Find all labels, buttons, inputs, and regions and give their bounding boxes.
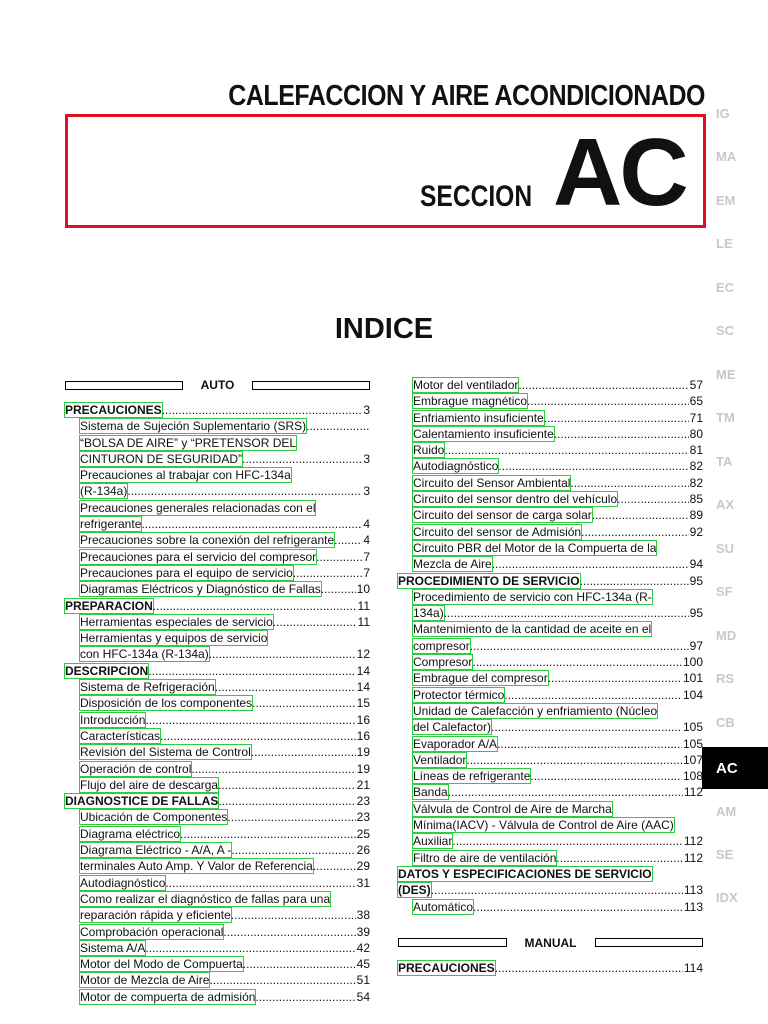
toc-category[interactable] (398, 573, 703, 589)
toc-entry-title[interactable]: Motor de compuerta de admisión (80, 989, 256, 1004)
toc-page-number: 31 (356, 875, 370, 890)
tab-ta[interactable]: TA (716, 454, 733, 469)
toc-entry-title[interactable]: Sistema A/A (80, 940, 146, 955)
dot-leader (497, 736, 682, 752)
dot-leader (243, 956, 356, 972)
toc-entry[interactable] (398, 393, 703, 409)
toc-entry-title[interactable]: Diagramas Eléctricos y Diagnóstico de Fallas (80, 582, 321, 597)
toc-entry-title[interactable]: Herramientas y equipos de servicio (80, 631, 268, 646)
dot-leader (293, 565, 363, 581)
dot-leader (145, 712, 355, 728)
tab-am[interactable]: AM (716, 804, 737, 819)
toc-entry-title[interactable]: Automático (413, 899, 474, 914)
toc-entry[interactable] (398, 703, 703, 719)
toc-entry[interactable] (398, 784, 703, 800)
toc-entry[interactable] (398, 687, 703, 703)
toc-entry[interactable] (65, 500, 370, 516)
toc-page-number: 100 (682, 655, 703, 670)
toc-entry-title[interactable]: reparación rápida y eficiente (80, 908, 231, 923)
toc-entry-title[interactable]: Auxiliar (413, 834, 453, 849)
manual-title: CALEFACCION Y AIRE ACONDICIONADO (228, 80, 705, 112)
toc-entry-title[interactable]: Protector térmico (413, 687, 505, 702)
toc-entry-title[interactable]: Circuito del sensor dentro del vehículo (413, 492, 618, 507)
dot-leader (473, 899, 683, 915)
toc-page-number: 108 (682, 769, 703, 784)
toc-entry[interactable] (65, 483, 370, 499)
toc-page-number: 89 (689, 508, 703, 523)
dot-leader (491, 719, 682, 735)
toc-entry[interactable] (398, 605, 703, 621)
toc-page-number: 112 (683, 834, 703, 849)
toc-page-number: 19 (356, 745, 370, 760)
toc-page-number: 16 (356, 712, 370, 727)
dot-leader (306, 418, 369, 434)
toc-entry-title[interactable]: PRECAUCIONES (398, 960, 495, 975)
toc-page-number: 57 (689, 378, 703, 392)
dot-leader (218, 777, 356, 793)
toc-page-number: 14 (356, 663, 370, 678)
dot-leader (334, 532, 362, 548)
toc-entry-title[interactable]: del Calefactor) (413, 720, 492, 735)
toc-entry[interactable] (65, 679, 370, 695)
dot-leader (242, 451, 362, 467)
toc-entry-title[interactable]: Autodiagnóstico (80, 875, 166, 890)
toc-page-number: 112 (683, 850, 703, 865)
section-code: AC (553, 119, 686, 226)
toc-entry-title[interactable]: terminales Auto Amp. Y Valor de Referencia (80, 859, 313, 874)
toc-page-number: 105 (682, 736, 703, 751)
dot-leader (444, 605, 689, 621)
dot-leader (127, 483, 362, 499)
dot-leader (231, 842, 355, 858)
toc-entry[interactable] (398, 768, 703, 784)
toc-entry[interactable] (398, 426, 703, 442)
toc-page-number: 15 (356, 696, 370, 711)
toc-page-number: 95 (689, 573, 703, 588)
toc-category[interactable] (65, 598, 370, 614)
toc-page-number: 29 (356, 859, 370, 874)
dot-leader (527, 393, 689, 409)
toc-page-number: 65 (689, 394, 703, 409)
dot-leader (556, 850, 682, 866)
toc-entry-title[interactable]: DIAGNOSTICE DE FALLAS (65, 794, 219, 809)
dot-leader (321, 581, 356, 597)
toc-page-number: 4 (363, 533, 370, 548)
toc-page-number: 94 (689, 557, 703, 572)
dot-leader (145, 940, 355, 956)
toc-entry[interactable] (398, 540, 703, 556)
tab-le[interactable]: LE (716, 236, 733, 251)
toc-entry[interactable] (398, 410, 703, 426)
manual-section-header (398, 935, 703, 951)
toc-entry-title[interactable]: 134a) (413, 606, 444, 621)
toc-entry[interactable] (398, 654, 703, 670)
toc-page-number: 71 (689, 410, 703, 425)
auto-section-header (65, 377, 370, 393)
dot-leader (492, 556, 689, 572)
toc-entry[interactable] (65, 646, 370, 662)
toc-category[interactable] (65, 663, 370, 679)
toc-entry[interactable] (398, 850, 703, 866)
toc-page-number: 19 (356, 761, 370, 776)
tab-em[interactable]: EM (716, 193, 736, 208)
dot-leader (251, 744, 356, 760)
dot-leader (153, 598, 357, 614)
toc-page-number: 107 (682, 752, 703, 767)
dot-leader (554, 426, 689, 442)
toc-page-number: 42 (356, 940, 370, 955)
toc-page-number: 11 (357, 614, 370, 629)
tab-rs[interactable]: RS (716, 671, 735, 686)
toc-page-number: 80 (689, 426, 703, 441)
tab-ec[interactable]: EC (716, 280, 735, 295)
toc-entry-title[interactable]: Motor del ventilador (413, 378, 519, 392)
toc-entry-title[interactable]: Revisión del Sistema de Control (80, 745, 251, 760)
toc-page-number: 113 (683, 899, 703, 914)
toc-entry[interactable] (398, 833, 703, 849)
tab-ac[interactable]: AC (702, 747, 768, 789)
toc-entry-title[interactable]: Mantenimiento de la cantidad de aceite en el (413, 622, 652, 637)
toc-entry[interactable] (398, 524, 703, 540)
toc-entry-title[interactable]: Banda (413, 785, 448, 800)
dot-leader (316, 549, 362, 565)
toc-entry-title[interactable]: Operación de control (80, 761, 192, 776)
toc-entry[interactable] (65, 712, 370, 728)
dot-leader (581, 524, 689, 540)
toc-entry-title[interactable]: refrigerante (80, 517, 142, 532)
toc-entry-title[interactable]: Diagrama Eléctrico - A/A, A - (80, 843, 232, 858)
toc-entry[interactable] (65, 532, 370, 548)
toc-page-number: 3 (363, 451, 370, 466)
toc-category[interactable] (398, 866, 703, 882)
toc-left-column (65, 377, 370, 1005)
dot-leader (191, 761, 355, 777)
toc-entry[interactable] (398, 491, 703, 507)
tab-cb[interactable]: CB (716, 715, 735, 730)
dot-leader (252, 695, 356, 711)
tab-md[interactable]: MD (716, 628, 737, 643)
toc-entry-title[interactable]: Evaporador A/A (413, 736, 498, 751)
toc-page-number: 101 (682, 671, 703, 686)
dot-leader (431, 882, 683, 898)
toc-entry-title[interactable]: Embrague del compresor (413, 671, 548, 686)
dot-leader (518, 377, 688, 393)
toc-entry[interactable] (65, 761, 370, 777)
toc-page-number: 82 (689, 475, 703, 490)
toc-page-number: 26 (356, 843, 370, 858)
tab-sc[interactable]: SC (716, 323, 735, 338)
toc-entry[interactable] (398, 377, 703, 393)
toc-entry[interactable] (65, 956, 370, 972)
toc-entry[interactable] (398, 458, 703, 474)
dot-leader (165, 875, 355, 891)
toc-entry[interactable] (65, 924, 370, 940)
tab-ma[interactable]: MA (716, 149, 737, 164)
toc-page-number: 38 (356, 908, 370, 923)
toc-entry-title[interactable]: Motor del Modo de Compuerta (80, 957, 243, 972)
toc-entry-title[interactable]: Comprobación operacional (80, 924, 224, 939)
dot-leader (452, 833, 683, 849)
toc-category[interactable] (65, 402, 370, 418)
dot-leader (580, 573, 689, 589)
dot-leader (592, 507, 689, 523)
toc-page-number: 21 (356, 777, 370, 792)
toc-entry[interactable] (398, 556, 703, 572)
dot-leader (231, 907, 356, 923)
toc-page-number: 51 (356, 973, 370, 988)
toc-entry[interactable] (65, 972, 370, 988)
toc-page-number: 3 (363, 484, 370, 499)
toc-page-number: 11 (357, 598, 370, 613)
tab-tm[interactable]: TM (716, 410, 735, 425)
toc-page-number: 82 (689, 459, 703, 474)
dot-leader (209, 646, 356, 662)
toc-entry-title[interactable]: Sistema de Refrigeración (80, 680, 215, 695)
toc-entry-title[interactable]: (R-134a) (80, 484, 128, 499)
toc-entry-title[interactable]: Precauciones generales relacionadas con el (80, 500, 316, 515)
toc-page-number: 12 (356, 647, 370, 662)
toc-page-number: 85 (689, 492, 703, 507)
toc-entry-title[interactable]: Filtro de aire de ventilación (413, 850, 557, 865)
toc-page-number: 10 (356, 582, 370, 597)
toc-entry-title[interactable]: Autodiagnóstico (413, 459, 499, 474)
dot-leader (313, 858, 356, 874)
dot-leader (504, 687, 682, 703)
toc-entry-title[interactable]: (DES) (398, 883, 431, 898)
toc-entry[interactable] (65, 565, 370, 581)
toc-page-number: 54 (356, 989, 370, 1004)
toc-entry-title[interactable]: Motor de Mezcla de Aire (80, 973, 210, 988)
toc-page-number: 97 (689, 638, 703, 653)
toc-entry-title[interactable]: “BOLSA DE AIRE” y “PRETENSOR DEL (80, 435, 297, 450)
toc-entry[interactable] (65, 858, 370, 874)
toc-entry[interactable] (65, 907, 370, 923)
dot-leader (470, 638, 689, 654)
toc-entry[interactable] (398, 817, 703, 833)
toc-entry[interactable] (398, 752, 703, 768)
toc-entry-title[interactable]: Precauciones sobre la conexión del refrigerante (80, 533, 335, 548)
toc-entry[interactable] (65, 451, 370, 467)
toc-entry-title[interactable]: Diagrama eléctrico (80, 826, 181, 841)
toc-entry[interactable] (65, 940, 370, 956)
toc-page-number: 81 (689, 443, 703, 458)
toc-entry-title[interactable]: Como realizar el diagnóstico de fallas para una (80, 891, 331, 906)
toc-page-number: 104 (682, 687, 703, 702)
toc-entry[interactable] (65, 826, 370, 842)
dot-leader (255, 989, 355, 1005)
toc-entry-title[interactable]: Calentamiento insuficiente (413, 426, 554, 441)
toc-page-number: 45 (356, 957, 370, 972)
dot-leader (472, 654, 682, 670)
auto-label: AUTO (200, 378, 235, 392)
toc-entry[interactable] (65, 875, 370, 891)
dot-leader (498, 458, 688, 474)
seccion-label: SECCION (420, 180, 533, 213)
dot-leader (548, 670, 682, 686)
toc-entry[interactable] (398, 638, 703, 654)
toc-entry-title[interactable]: Herramientas especiales de servicio (80, 614, 273, 629)
toc-entry-title[interactable]: con HFC-134a (R-134a) (80, 647, 209, 662)
toc-page-number: 7 (363, 565, 370, 580)
toc-entry-title[interactable]: compresor (413, 638, 470, 653)
dot-leader (530, 768, 682, 784)
dot-leader (209, 972, 355, 988)
toc-entry-title[interactable]: PREPARACION (65, 598, 153, 613)
tab-se[interactable]: SE (716, 847, 734, 862)
toc-entry-title[interactable]: Precauciones para el equipo de servicio (80, 565, 293, 580)
manual-label: MANUAL (524, 935, 577, 950)
toc-entry[interactable] (65, 581, 370, 597)
toc-entry[interactable] (65, 777, 370, 793)
toc-entry[interactable] (65, 549, 370, 565)
toc-category[interactable] (398, 882, 703, 898)
tab-ig[interactable]: IG (716, 106, 730, 121)
toc-entry[interactable] (398, 589, 703, 605)
toc-entry-title[interactable]: Circuito del sensor de Admisión (413, 524, 582, 539)
tab-idx[interactable]: IDX (716, 890, 738, 905)
dot-leader (215, 679, 356, 695)
toc-entry[interactable] (398, 621, 703, 637)
dot-leader (148, 663, 355, 679)
toc-entry[interactable] (398, 719, 703, 735)
toc-page-number: 92 (689, 524, 703, 539)
dot-leader (162, 402, 363, 418)
toc-entry-title[interactable]: Disposición de los componentes (80, 696, 253, 711)
toc-entry[interactable] (65, 891, 370, 907)
dot-leader (570, 475, 688, 491)
dot-leader (273, 614, 357, 630)
toc-entry-title[interactable]: Sistema de Sujeción Suplementario (SRS) (80, 419, 307, 434)
toc-entry-title[interactable]: Flujo del aire de descarga (80, 777, 219, 792)
toc-entry-title[interactable]: Circuito del sensor de carga solar (413, 508, 592, 523)
tab-me[interactable]: ME (716, 367, 736, 382)
toc-entry[interactable] (65, 418, 370, 434)
toc-entry[interactable] (65, 728, 370, 744)
toc-page-number: 3 (363, 403, 370, 417)
toc-entry-title[interactable]: Válvula de Control de Aire de Marcha (413, 801, 612, 816)
toc-entry-title[interactable]: Enfriamiento insuficiente (413, 410, 544, 425)
dot-leader (227, 809, 355, 825)
toc-entry[interactable] (65, 516, 370, 532)
toc-category[interactable] (65, 793, 370, 809)
tab-ax[interactable]: AX (716, 497, 735, 512)
toc-entry-title[interactable]: CINTURON DE SEGURIDAD” (80, 451, 243, 466)
toc-right-column (398, 377, 703, 976)
toc-entry[interactable] (398, 736, 703, 752)
toc-entry-title[interactable]: Circuito del Sensor Ambiental (413, 475, 571, 490)
toc-entry[interactable] (65, 630, 370, 646)
toc-page-number: 16 (356, 728, 370, 743)
toc-page-number: 23 (356, 810, 370, 825)
toc-page-number: 95 (689, 606, 703, 621)
toc-entry-title[interactable]: PROCEDIMIENTO DE SERVICIO (398, 573, 580, 588)
dot-leader (160, 728, 356, 744)
toc-entry[interactable] (65, 467, 370, 483)
toc-entry-title[interactable]: Precauciones al trabajar con HFC-134a (80, 468, 291, 483)
dot-leader (223, 924, 355, 940)
toc-page-number: 39 (356, 924, 370, 939)
toc-entry-title[interactable]: Precauciones para el servicio del compresor (80, 549, 317, 564)
toc-entry-title[interactable]: PRECAUCIONES (65, 403, 162, 417)
toc-entry[interactable] (65, 435, 370, 451)
toc-page-number: 105 (682, 720, 703, 735)
toc-entry-title[interactable]: Unidad de Calefacción y enfriamiento (Núcleo (413, 703, 658, 718)
tab-sf[interactable]: SF (716, 584, 733, 599)
toc-entry-title[interactable]: Compresor (413, 655, 473, 670)
toc-entry-title[interactable]: DESCRIPCION (65, 663, 149, 678)
toc-entry[interactable] (398, 507, 703, 523)
toc-entry[interactable] (65, 842, 370, 858)
toc-entry-title[interactable]: Mezcla de Aire (413, 557, 492, 572)
toc-page-number: 7 (363, 549, 370, 564)
toc-entry-title[interactable]: Circuito PBR del Motor de la Compuerta de la (413, 540, 657, 555)
toc-page-number: 112 (683, 785, 703, 800)
toc-entry-title[interactable]: Ventilador (413, 752, 467, 767)
toc-entry[interactable] (398, 475, 703, 491)
dot-leader (448, 784, 683, 800)
toc-entry-title[interactable]: DATOS Y ESPECIFICACIONES DE SERVICIO (398, 866, 652, 881)
toc-page-number: 4 (363, 517, 370, 532)
toc-entry-title[interactable]: Líneas de refrigerante (413, 769, 531, 784)
toc-entry[interactable] (65, 695, 370, 711)
toc-page-number: 113 (683, 883, 703, 898)
dot-leader (495, 960, 683, 976)
toc-entry[interactable] (398, 899, 703, 915)
toc-entry-title[interactable]: Características (80, 728, 161, 743)
toc-entry-title[interactable]: Introducción (80, 712, 146, 727)
tab-su[interactable]: SU (716, 541, 735, 556)
toc-entry-title[interactable]: Ruido (413, 443, 445, 458)
toc-entry[interactable] (65, 989, 370, 1005)
toc-entry[interactable] (65, 809, 370, 825)
toc-entry-title[interactable]: Mínima(IACV) - Válvula de Control de Aire (AAC) (413, 818, 674, 833)
toc-entry[interactable] (65, 614, 370, 630)
toc-page-number: 23 (356, 794, 370, 809)
toc-entry[interactable] (398, 442, 703, 458)
dot-leader (180, 826, 356, 842)
toc-entry[interactable] (65, 744, 370, 760)
dot-leader (466, 752, 682, 768)
dot-leader (141, 516, 362, 532)
dot-leader (544, 410, 689, 426)
toc-entry[interactable] (398, 801, 703, 817)
dot-leader (617, 491, 689, 507)
toc-page-number: 14 (356, 680, 370, 695)
toc-entry[interactable] (398, 670, 703, 686)
toc-entry-title[interactable]: Procedimiento de servicio con HFC-134a (R- (413, 589, 652, 604)
toc-entry-title[interactable]: Embrague magnético (413, 394, 528, 409)
toc-page-number: 25 (356, 826, 370, 841)
dot-leader (444, 442, 688, 458)
toc-page-number: 114 (683, 960, 703, 975)
dot-leader (218, 793, 355, 809)
toc-category[interactable] (398, 960, 703, 976)
index-heading: INDICE (334, 313, 434, 345)
toc-entry-title[interactable]: Ubicación de Componentes (80, 810, 228, 825)
